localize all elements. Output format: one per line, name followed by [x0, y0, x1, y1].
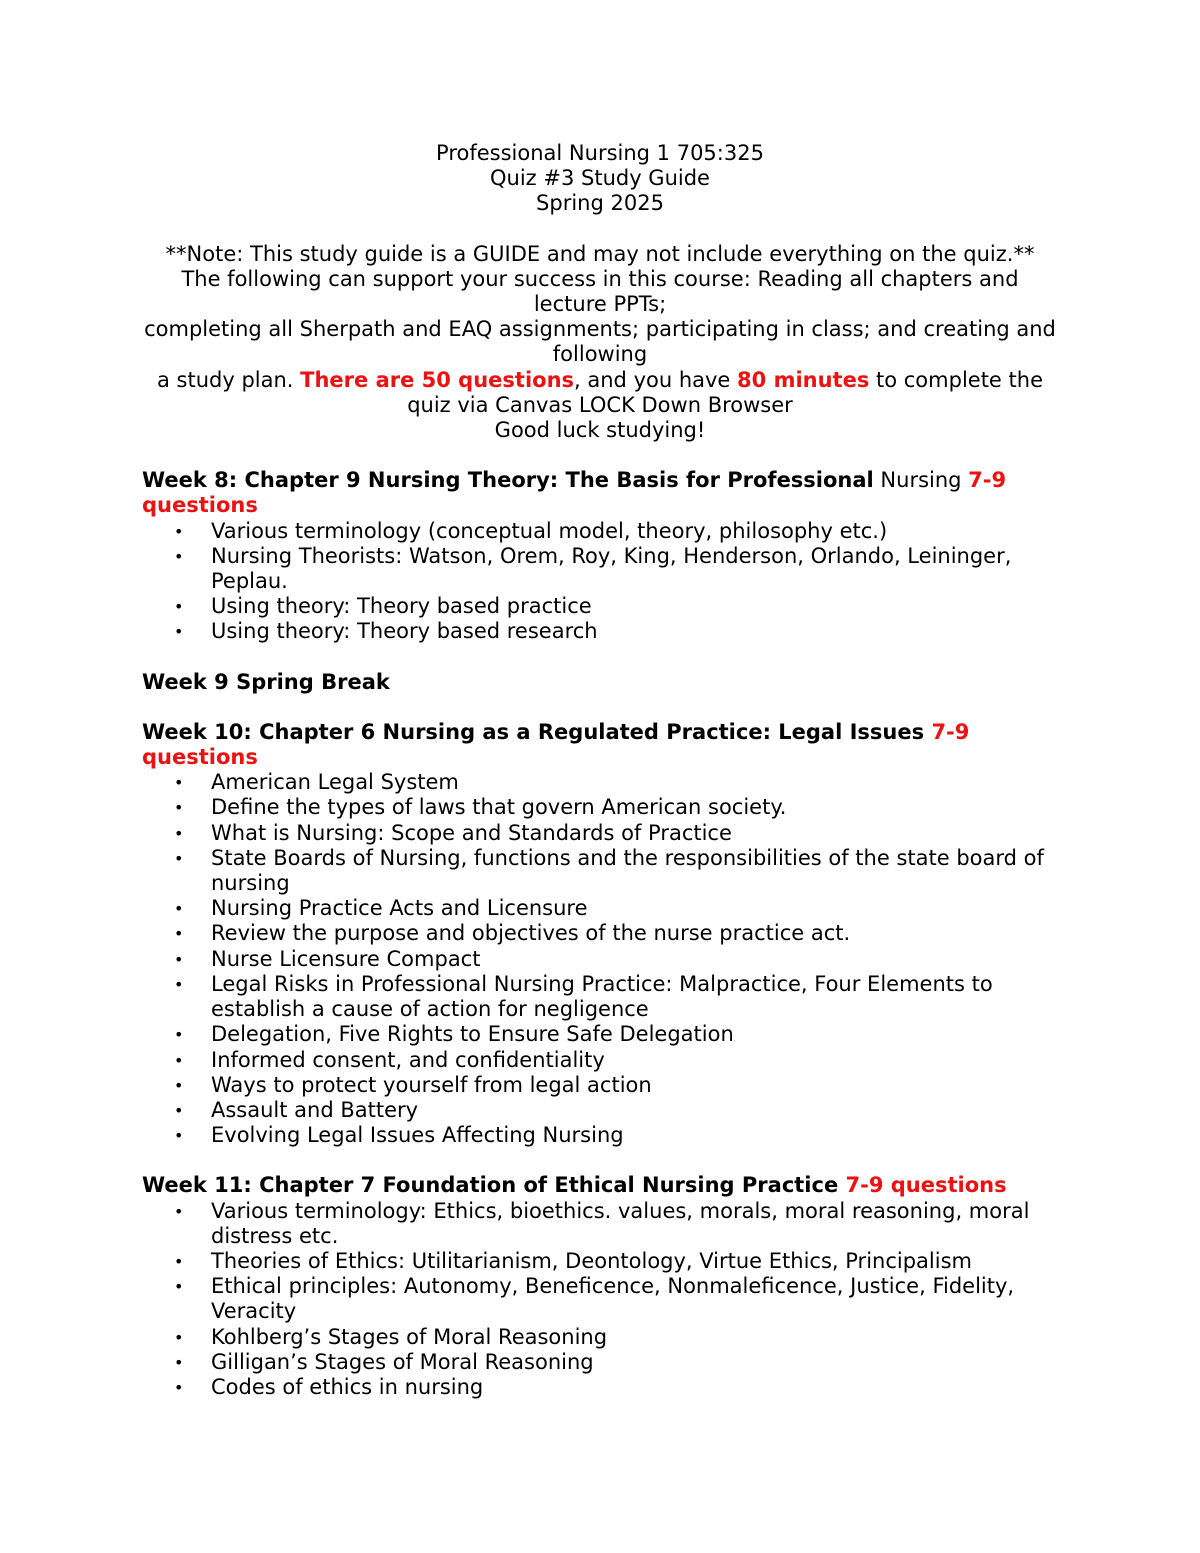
bullet-icon: • — [174, 974, 184, 994]
plan-text-b: , and you have — [574, 367, 738, 392]
bullet-icon: • — [174, 773, 184, 793]
bullet-icon: • — [174, 1075, 184, 1095]
list-item: • Codes of ethics in nursing — [174, 1374, 484, 1399]
list-item: • Ways to protect yourself from legal action — [174, 1072, 652, 1097]
bullet-icon: • — [174, 597, 184, 617]
support-text-1: The following can support your success in this course: Reading all chapters and lecture PPTs; — [181, 266, 1019, 317]
list-item: • Nursing Practice Acts and Licensure — [174, 896, 588, 921]
week9-heading — [142, 670, 1058, 695]
list-item: • Gilligan’s Stages of Moral Reasoning — [174, 1349, 594, 1374]
list-item: • Various terminology: Ethics, bioethics. values, morals, moral reasoning, moral distress etc. — [174, 1198, 1030, 1248]
week11-topic-list — [142, 1199, 1058, 1401]
list-item: • Theories of Ethics: Utilitarianism, Deontology, Virtue Ethics, Principalism — [174, 1248, 972, 1273]
term-label: Spring 2025 — [536, 191, 664, 216]
document-header — [142, 141, 1058, 443]
list-item: • Using theory: Theory based research — [174, 619, 598, 644]
week8-topic-list — [142, 519, 1058, 645]
week8-heading-bold: Week 8: Chapter 9 Nursing Theory: The Basis for Professional — [142, 468, 874, 493]
bullet-icon: • — [174, 1201, 184, 1221]
bullet-icon: • — [174, 1277, 184, 1297]
week9-section — [142, 670, 1058, 695]
week10-section — [142, 720, 1058, 1148]
bullet-icon: • — [174, 899, 184, 919]
week9-heading-bold: Week 9 Spring Break — [142, 669, 390, 694]
list-item: • Kohlberg’s Stages of Moral Reasoning — [174, 1324, 608, 1349]
list-item: • American Legal System — [174, 770, 459, 795]
plan-text-a: a study plan. — [156, 367, 301, 392]
bullet-icon: • — [174, 546, 184, 566]
list-item: • Delegation, Five Rights to Ensure Safe Delegation — [174, 1022, 734, 1047]
week8-heading — [142, 468, 1058, 518]
list-item: • Nurse Licensure Compact — [174, 946, 481, 971]
study-plan-text — [142, 368, 1058, 418]
list-item: • Various terminology (conceptual model, theory, philosophy etc.) — [174, 518, 888, 543]
list-item: • Define the types of laws that govern American society. — [174, 795, 787, 820]
week8-section — [142, 468, 1058, 644]
bullet-icon: • — [174, 823, 184, 843]
week10-question-count: 7-9 questions — [142, 719, 970, 770]
list-item: • Informed consent, and confidentiality — [174, 1047, 605, 1072]
week11-heading-bold: Week 11: Chapter 7 Foundation of Ethical Nursing Practice — [142, 1173, 846, 1198]
bullet-icon: • — [174, 1251, 184, 1271]
bullet-icon: • — [174, 1100, 184, 1120]
list-item: • Review the purpose and objectives of the nurse practice act. — [174, 921, 851, 946]
bullet-icon: • — [174, 1126, 184, 1146]
list-item: • Evolving Legal Issues Affecting Nursing — [174, 1123, 624, 1148]
bullet-icon: • — [174, 1377, 184, 1397]
bullet-icon: • — [174, 949, 184, 969]
bullet-icon: • — [174, 622, 184, 642]
list-item: • What is Nursing: Scope and Standards of Practice — [174, 820, 732, 845]
support-text-2: completing all Sherpath and EAQ assignments; participating in class; and creating and following — [144, 317, 1056, 367]
quiz-title: Quiz #3 Study Guide — [490, 166, 710, 191]
guide-note: **Note: This study guide is a GUIDE and may not include everything on the quiz.** — [165, 241, 1035, 266]
week8-heading-normal: Nursing — [873, 468, 969, 493]
question-count-highlight: There are 50 questions — [300, 367, 575, 392]
time-limit-highlight: 80 minutes — [737, 367, 870, 392]
bullet-icon: • — [174, 848, 184, 868]
week11-heading — [142, 1173, 1058, 1198]
week11-section — [142, 1173, 1058, 1400]
week11-question-count: 7-9 questions — [845, 1173, 1007, 1198]
good-luck-text: Good luck studying! — [494, 418, 706, 443]
bullet-icon: • — [174, 1025, 184, 1045]
bullet-icon: • — [174, 1050, 184, 1070]
list-item: • Assault and Battery — [174, 1097, 419, 1122]
plan-text-c: to complete the quiz via Canvas LOCK Down Browser — [407, 367, 1043, 417]
list-item: • State Boards of Nursing, functions and the responsibilities of the state board of nursing — [174, 845, 1044, 896]
bullet-icon: • — [174, 1352, 184, 1372]
list-item: • Ethical principles: Autonomy, Beneficence, Nonmaleficence, Justice, Fidelity, Veracity — [174, 1274, 1015, 1324]
week10-topic-list — [142, 770, 1058, 1148]
list-item: • Legal Risks in Professional Nursing Practice: Malpractice, Four Elements to establish a cause of action for negligence — [174, 971, 993, 1022]
bullet-icon: • — [174, 1327, 184, 1347]
bullet-icon: • — [174, 798, 184, 818]
week10-heading-bold: Week 10: Chapter 6 Nursing as a Regulated Practice: Legal Issues — [142, 719, 932, 744]
bullet-icon: • — [174, 521, 184, 541]
course-title: Professional Nursing 1 705:325 — [436, 141, 764, 165]
list-item: • Nursing Theorists: Watson, Orem, Roy, King, Henderson, Orlando, Leininger, Peplau. — [174, 543, 1012, 594]
week8-question-count: 7-9 questions — [142, 468, 1007, 518]
bullet-icon: • — [174, 924, 184, 944]
week10-heading — [142, 720, 1058, 770]
list-item: • Using theory: Theory based practice — [174, 594, 592, 619]
